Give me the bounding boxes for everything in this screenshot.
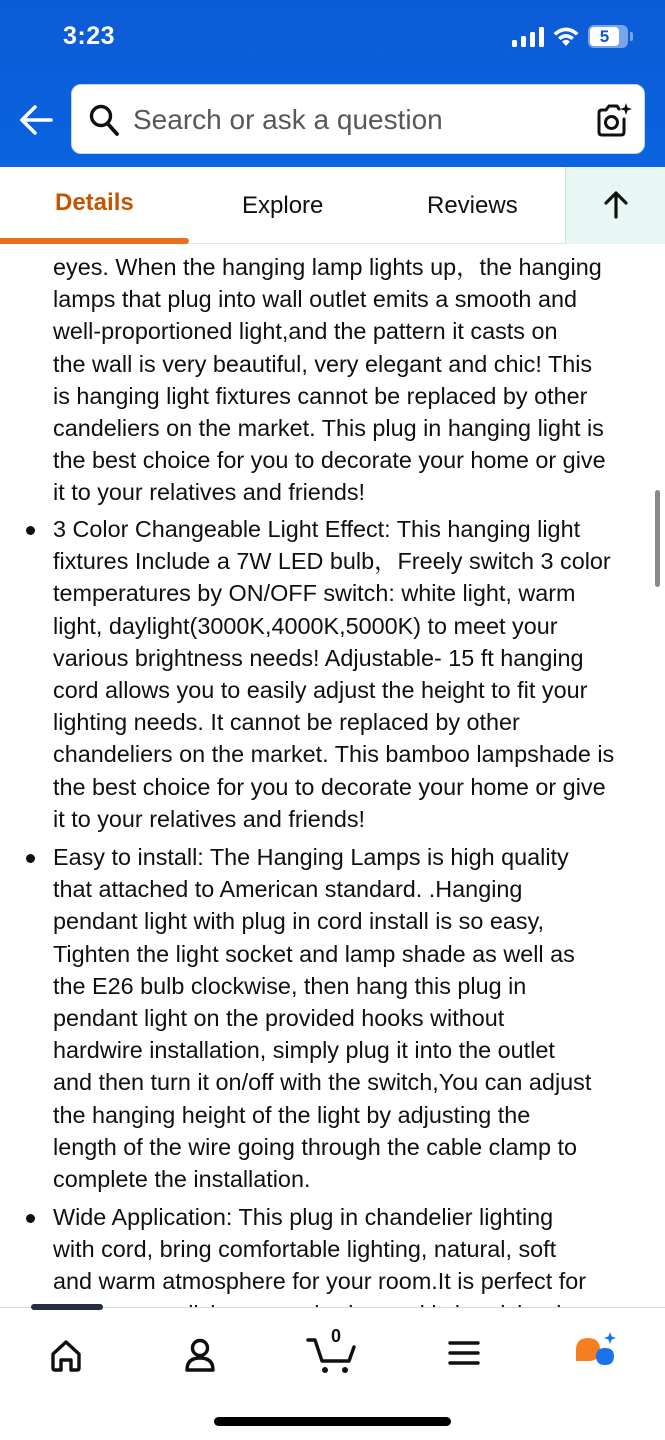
home-icon[interactable] xyxy=(38,1328,94,1378)
bullet-dot xyxy=(26,526,35,535)
text-line: is hanging light fixtures cannot be replaced by other xyxy=(53,382,588,409)
text-line: fixtures Include a 7W LED bulb，Freely switch 3 color xyxy=(53,548,611,575)
person-icon[interactable] xyxy=(172,1328,228,1378)
cellular-signal-icon xyxy=(512,27,544,47)
text-line: the wall is very beautiful, very elegant and chic! This xyxy=(53,350,593,377)
text-line: it to your relatives and friends! xyxy=(53,805,366,832)
tab-reviews[interactable]: Reviews xyxy=(427,192,518,219)
search-icon xyxy=(88,103,120,137)
text-line: and warm atmosphere for your room.It is perfect for xyxy=(53,1268,586,1295)
description-paragraph xyxy=(53,251,648,509)
active-tab-indicator xyxy=(0,238,189,244)
tab-explore[interactable]: Explore xyxy=(242,192,324,219)
status-time: 3:23 xyxy=(63,22,116,50)
text-line: the hanging height of the light by adjusting the xyxy=(53,1101,531,1128)
text-line: pendant light with plug in cord install is so easy, xyxy=(53,908,545,935)
text-line: cord allows you to easily adjust the height to fit your xyxy=(53,677,588,704)
bullet-item xyxy=(53,513,648,835)
bullet-dot xyxy=(26,1214,35,1223)
text-line: Easy to install: The Hanging Lamps is high quality xyxy=(53,844,569,870)
app-header xyxy=(0,0,665,167)
hamburger-menu-icon[interactable] xyxy=(436,1328,492,1378)
text-line: the E26 bulb clockwise, then hang this plug in xyxy=(53,972,527,999)
rufus-chat-icon[interactable] xyxy=(570,1328,626,1378)
text-line: the best choice for you to decorate your home or give xyxy=(53,447,606,474)
camera-lens-icon[interactable] xyxy=(593,101,633,139)
bullet-dot xyxy=(26,854,35,863)
wifi-icon xyxy=(552,24,580,48)
tab-details[interactable]: Details xyxy=(55,189,134,216)
text-line: well-proportioned light,and the pattern it casts on xyxy=(53,318,558,345)
text-line: that attached to American standard. .Hanging xyxy=(53,876,523,903)
text-line: with cord, bring comfortable lighting, natural, soft xyxy=(53,1236,557,1263)
scrollbar[interactable] xyxy=(655,490,660,587)
text-line: temperatures by ON/OFF switch: white light, warm xyxy=(53,580,576,607)
text-line: Wide Application: This plug in chandelier lighting xyxy=(53,1204,554,1230)
text-line: candeliers on the market. This plug in hanging light is xyxy=(53,415,604,442)
product-description xyxy=(0,245,665,1307)
back-arrow-icon[interactable] xyxy=(18,100,54,140)
bullet-item xyxy=(53,841,648,1195)
home-indicator xyxy=(214,1417,451,1426)
text-line: various brightness needs! Adjustable- 15 ft hanging xyxy=(53,644,584,671)
product-tabs xyxy=(0,167,665,244)
text-line: length of the wire going through the cable clamp to xyxy=(53,1133,578,1160)
text-line: complete the installation. xyxy=(53,1166,311,1193)
arrow-up-icon xyxy=(603,191,629,219)
text-line: lamps that plug into wall outlet emits a smooth and xyxy=(53,286,577,313)
search-input[interactable] xyxy=(71,84,645,154)
nav-active-indicator xyxy=(31,1304,103,1310)
text-line: and then turn it on/off with the switch,You can adjust xyxy=(53,1069,592,1096)
text-line: the best choice for you to decorate your home or give xyxy=(53,773,606,800)
battery-level: 5 xyxy=(599,27,610,46)
text-line: 3 Color Changeable Light Effect: This hanging light xyxy=(53,516,581,542)
text-line: lighting needs. It cannot be replaced by other xyxy=(53,709,520,736)
status-bar xyxy=(0,0,665,72)
text-line: light, daylight(3000K,4000K,5000K) to meet your xyxy=(53,612,558,639)
text-line: eyes. When the hanging lamp lights up，the hanging xyxy=(53,254,602,280)
cart-button[interactable] xyxy=(305,1328,361,1378)
search-placeholder: Search or ask a question xyxy=(133,104,443,135)
text-line: Tighten the light socket and lamp shade as well as xyxy=(53,940,575,967)
battery-icon xyxy=(588,25,628,48)
back-to-top-button[interactable] xyxy=(565,167,665,244)
battery-tip xyxy=(630,32,633,41)
text-line: hardwire installation, simply plug it into the outlet xyxy=(53,1037,555,1064)
text-line: chandeliers on the market. This bamboo lampshade is xyxy=(53,741,615,768)
text-line: it to your relatives and friends! xyxy=(53,479,366,506)
cart-count: 0 xyxy=(330,1326,341,1346)
text-line: pendant light on the provided hooks without xyxy=(53,1005,505,1032)
